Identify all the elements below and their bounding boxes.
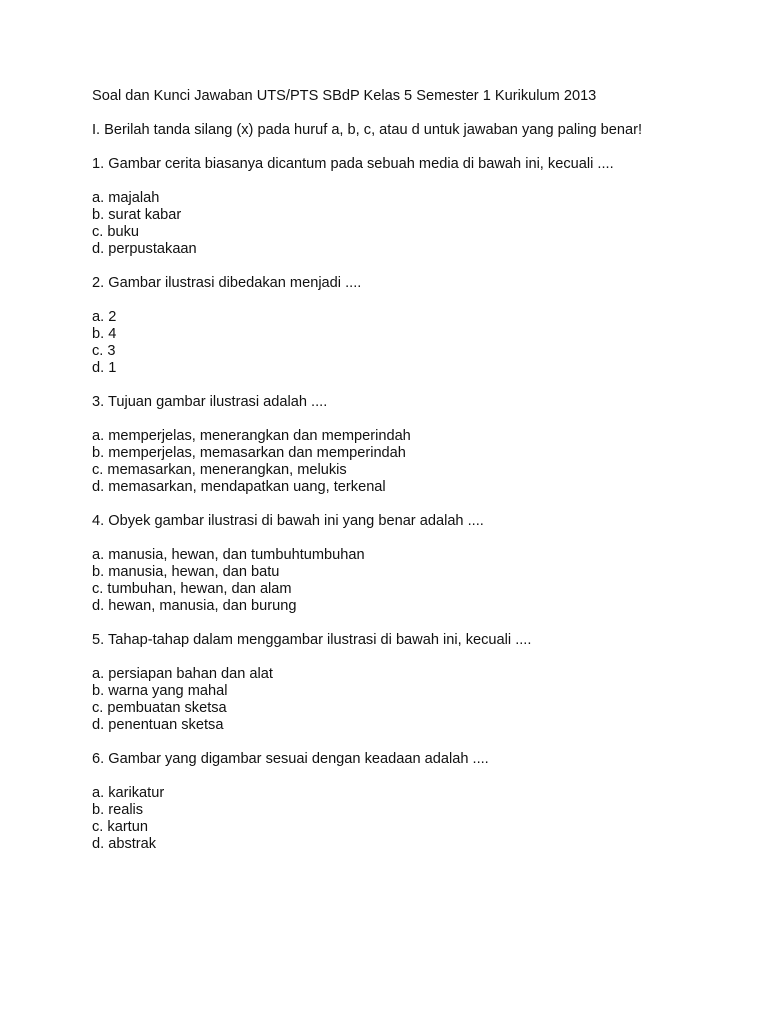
question-block — [92, 156, 692, 258]
answer-option: d. 1 — [92, 360, 117, 376]
question-text: 6. Gambar yang digambar sesuai dengan keadaan adalah .... — [92, 751, 489, 767]
question-text: 1. Gambar cerita biasanya dicantum pada sebuah media di bawah ini, kecuali .... — [92, 156, 614, 172]
question-block — [92, 275, 692, 377]
answer-option: c. buku — [92, 224, 140, 240]
answer-option: b. surat kabar — [92, 207, 182, 223]
question-text: 3. Tujuan gambar ilustrasi adalah .... — [92, 394, 328, 410]
answer-option: d. memasarkan, mendapatkan uang, terkenal — [92, 479, 386, 495]
question-text: 5. Tahap-tahap dalam menggambar ilustrasi di bawah ini, kecuali .... — [92, 632, 532, 648]
question-block — [92, 394, 692, 496]
answer-option: d. perpustakaan — [92, 241, 197, 257]
question-text: 2. Gambar ilustrasi dibedakan menjadi .... — [92, 275, 362, 291]
answer-option: a. persiapan bahan dan alat — [92, 666, 273, 682]
answer-option: d. abstrak — [92, 836, 157, 852]
answer-option: d. penentuan sketsa — [92, 717, 224, 733]
document-page — [92, 88, 692, 870]
document-title: Soal dan Kunci Jawaban UTS/PTS SBdP Kelas 5 Semester 1 Kurikulum 2013 — [92, 88, 597, 104]
answer-option: c. kartun — [92, 819, 148, 835]
question-block — [92, 751, 692, 853]
answer-option: b. warna yang mahal — [92, 683, 228, 699]
answer-option: c. memasarkan, menerangkan, melukis — [92, 462, 347, 478]
answer-option: c. pembuatan sketsa — [92, 700, 227, 716]
answer-option: b. realis — [92, 802, 144, 818]
answer-option: a. memperjelas, menerangkan dan memperindah — [92, 428, 411, 444]
answer-option: b. memperjelas, memasarkan dan memperindah — [92, 445, 406, 461]
question-text: 4. Obyek gambar ilustrasi di bawah ini yang benar adalah .... — [92, 513, 484, 529]
answer-option: a. majalah — [92, 190, 160, 206]
answer-option: b. 4 — [92, 326, 117, 342]
question-block — [92, 632, 692, 734]
answer-option: a. 2 — [92, 309, 117, 325]
answer-option: c. tumbuhan, hewan, dan alam — [92, 581, 292, 597]
answer-option: a. manusia, hewan, dan tumbuhtumbuhan — [92, 547, 365, 563]
answer-option: b. manusia, hewan, dan batu — [92, 564, 280, 580]
question-block — [92, 513, 692, 615]
instruction-text: I. Berilah tanda silang (x) pada huruf a, b, c, atau d untuk jawaban yang paling benar! — [92, 122, 643, 138]
answer-option: a. karikatur — [92, 785, 165, 801]
answer-option: c. 3 — [92, 343, 116, 359]
answer-option: d. hewan, manusia, dan burung — [92, 598, 297, 614]
